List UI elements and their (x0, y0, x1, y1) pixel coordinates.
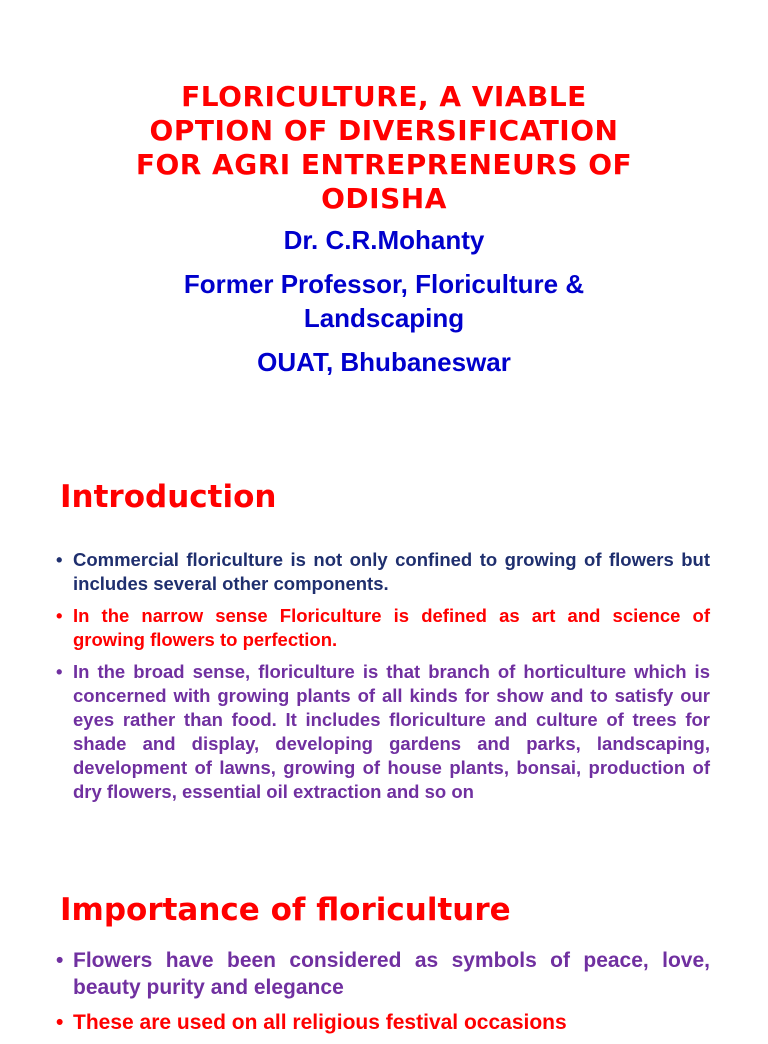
bullet-text: In the broad sense, floriculture is that branch of horticulture which is concerned with growing plants of all kinds for show and to satisfy our eyes rather than food. It includes floriculture and culture of trees for shade and display, developing gardens and parks, landscaping, development of lawns, growing of house plants, bonsai, production of dry flowers, essential oil extraction and so on (73, 661, 710, 802)
title-line: FLORICULTURE, A VIABLE (181, 80, 587, 113)
importance-bullets (56, 947, 710, 1044)
list-item (56, 604, 710, 652)
author-affiliation: OUAT, Bhubaneswar (257, 347, 511, 377)
bullet-icon: • (56, 549, 63, 570)
author-position-line2: Landscaping (303, 303, 465, 333)
author-position-line1: Former Professor, Floriculture & (183, 269, 585, 299)
title-slide (0, 80, 768, 480)
bullet-icon: • (56, 605, 63, 626)
importance-heading: Importance of floriculture (60, 892, 511, 928)
list-item (56, 660, 710, 804)
list-item (56, 548, 710, 596)
introduction-heading: Introduction (60, 479, 277, 515)
introduction-bullets (56, 548, 710, 812)
bullet-icon: • (56, 661, 63, 682)
title-line: ODISHA (321, 182, 447, 215)
presentation-title (84, 80, 684, 216)
bullet-text: In the narrow sense Floriculture is defined as art and science of growing flowers to perfection. (73, 605, 710, 650)
author-name: Dr. C.R.Mohanty (283, 225, 485, 255)
bullet-text: Commercial floriculture is not only confined to growing of flowers but includes several other components. (73, 549, 710, 594)
title-line: FOR AGRI ENTREPRENEURS OF (135, 148, 633, 181)
list-item (56, 1009, 710, 1036)
bullet-icon: • (56, 1011, 64, 1034)
title-line: OPTION OF DIVERSIFICATION (149, 114, 619, 147)
list-item (56, 947, 710, 1001)
author-info (84, 223, 684, 379)
bullet-text: Flowers have been considered as symbols of peace, love, beauty purity and elegance (73, 949, 710, 999)
bullet-text: These are used on all religious festival occasions (73, 1011, 567, 1034)
bullet-icon: • (56, 949, 64, 972)
